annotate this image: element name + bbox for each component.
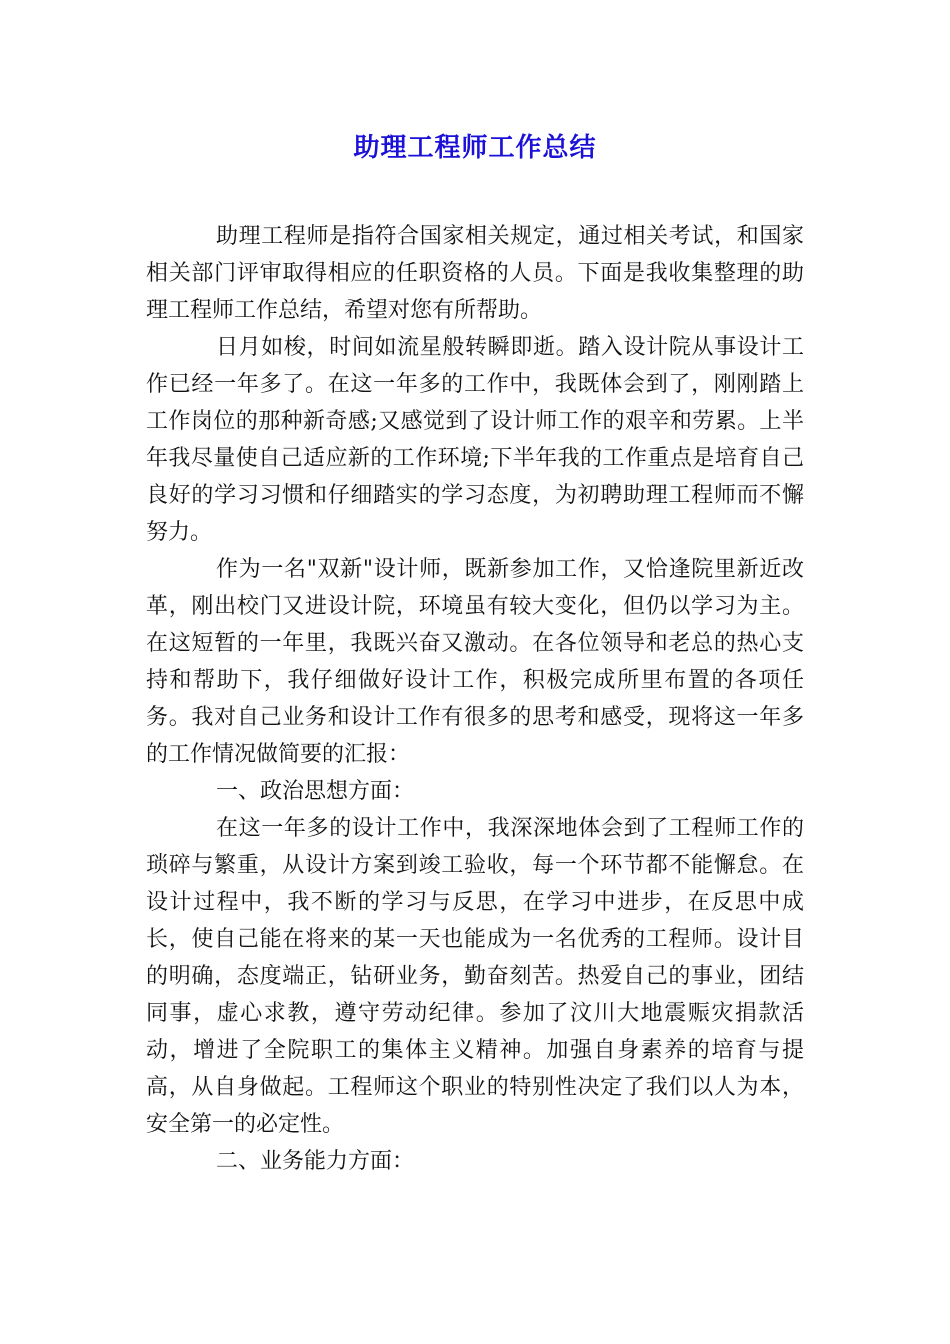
paragraph-intro: 助理工程师是指符合国家相关规定，通过相关考试，和国家相关部门评审取得相应的任职资格的人员。下面是我收集整理的助理工程师工作总结，希望对您有所帮助。: [146, 224, 804, 323]
section-heading-business: 二、业务能力方面：: [216, 1149, 415, 1174]
document-title: 助理工程师工作总结: [353, 133, 597, 163]
paragraph-time: 日月如梭，时间如流星般转瞬即逝。踏入设计院从事设计工作已经一年多了。在这一年多的工作中，我既体会到了，刚刚踏上工作岗位的那种新奇感;又感觉到了设计师工作的艰辛和劳累。上半年我尽量使自己适应新的工作环境;下半年我的工作重点是培育自己良好的学习习惯和仔细踏实的学习态度，为初聘助理工程师而不懈努力。: [146, 335, 804, 545]
document-body: [146, 218, 804, 1180]
section-heading-political: 一、政治思想方面：: [216, 779, 415, 804]
paragraph-designer: 作为一名"双新"设计师，既新参加工作，又恰逢院里新近改革，刚出校门又进设计院，环境虽有较大变化，但仍以学习为主。在这短暂的一年里，我既兴奋又激动。在各位领导和老总的热心支持和帮助下，我仔细做好设计工作，积极完成所里布置的各项任务。我对自己业务和设计工作有很多的思考和感受，现将这一年多的工作情况做简要的汇报：: [146, 557, 804, 767]
paragraph-political: 在这一年多的设计工作中，我深深地体会到了工程师工作的琐碎与繁重，从设计方案到竣工验收，每一个环节都不能懈怠。在设计过程中，我不断的学习与反思，在学习中进步，在反思中成长，使自己能在将来的某一天也能成为一名优秀的工程师。设计目的明确，态度端正，钻研业务，勤奋刻苦。热爱自己的事业，团结同事，虚心求教，遵守劳动纪律。参加了汶川大地震赈灾捐款活动，增进了全院职工的集体主义精神。加强自身素养的培育与提高，从自身做起。工程师这个职业的特别性决定了我们以人为本，安全第一的必定性。: [146, 816, 804, 1137]
